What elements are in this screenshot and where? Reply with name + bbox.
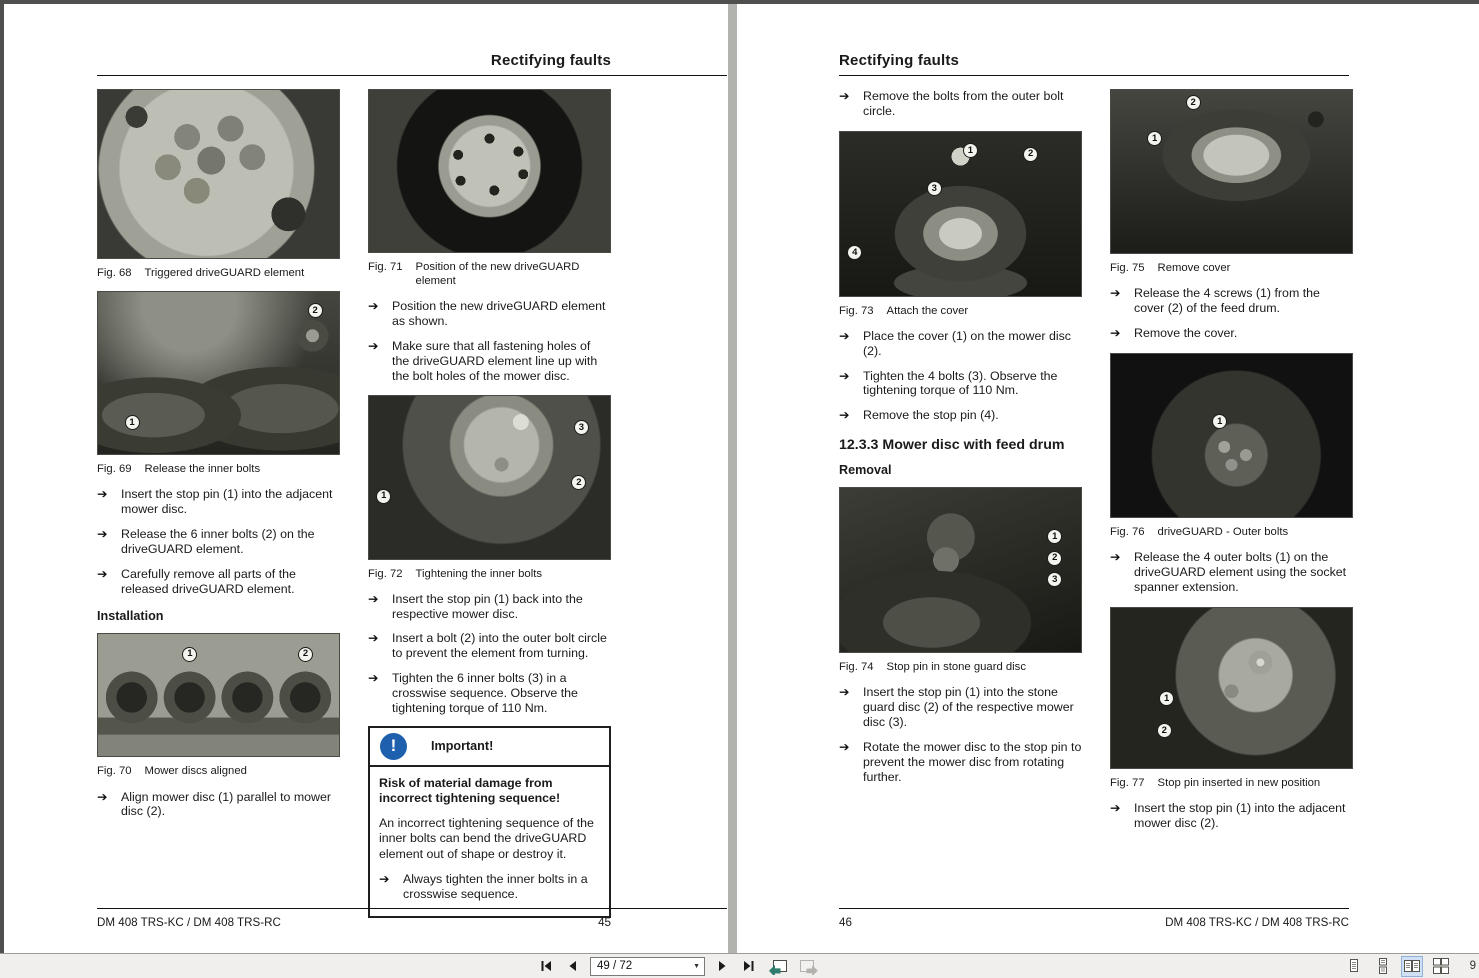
callout-badge: 2 [1186, 95, 1201, 110]
document-page-45 [4, 4, 728, 953]
instruction-step: ➔ Position the new driveGUARD element as shown. [368, 299, 606, 329]
instruction-step: ➔ Release the 4 outer bolts (1) on the driveGUARD element using the socket spanner extension. [1110, 549, 1347, 594]
last-page-button[interactable] [739, 956, 759, 976]
important-warning: Risk of material damage from incorrect tightening sequence! [379, 775, 561, 806]
important-title: Important! [431, 739, 494, 754]
footer-model: DM 408 TRS-KC / DM 408 TRS-RC [1165, 916, 1349, 929]
important-note-box [368, 726, 611, 918]
figure-77 [1110, 607, 1353, 790]
step-arrow-icon: ➔ [839, 368, 850, 383]
next-page-button[interactable] [712, 956, 732, 976]
figure-label: Fig. 68 [97, 267, 132, 279]
running-header: Rectifying faults [839, 52, 960, 69]
step-arrow-icon: ➔ [839, 89, 850, 103]
figure-label: Fig. 72 [368, 567, 403, 580]
figure-label: Fig. 71 [368, 261, 403, 273]
callout-badge: 2 [1023, 147, 1038, 162]
page-footer [839, 908, 1349, 929]
page-footer [97, 908, 727, 929]
callout-badge: 3 [927, 181, 942, 196]
instruction-step: ➔ Remove the cover. [1110, 325, 1238, 340]
figure-73-caption [839, 304, 1082, 318]
callout-badge: 2 [308, 303, 323, 318]
figure-caption-text: Release the inner bolts [144, 463, 261, 476]
instruction-step: ➔ Insert the stop pin (1) into the adjacent mower disc (2). [1110, 800, 1346, 830]
page-number-combobox[interactable] [590, 957, 705, 976]
zoom-level-partial: 9 [1469, 960, 1476, 972]
figure-70-caption [97, 764, 340, 778]
window-border-top [0, 0, 1479, 4]
page-header [97, 4, 728, 76]
figure-75-photo [1110, 89, 1353, 254]
instruction-step: ➔ Insert the stop pin (1) back into the respective mower disc. [368, 591, 583, 621]
instruction-step: ➔ Tighten the 6 inner bolts (3) in a crosswise sequence. Observe the tightening torque of 110 Nm. [368, 671, 578, 715]
figure-76-photo [1110, 353, 1353, 518]
figure-caption-text: Remove cover [1157, 262, 1231, 274]
instruction-step: ➔ Tighten the 4 bolts (3). Observe the tightening torque of 110 Nm. [839, 368, 1058, 398]
figure-label: Fig. 70 [97, 765, 132, 778]
important-note-header [370, 728, 609, 767]
figure-label: Fig. 77 [1110, 776, 1145, 789]
viewer-toolbar [0, 953, 1479, 978]
instruction-step: ➔ Release the 4 screws (1) from the cover (2) of the feed drum. [1110, 286, 1320, 315]
callout-badge: 2 [571, 475, 586, 490]
first-page-button[interactable] [536, 956, 556, 976]
figure-68 [97, 89, 340, 280]
instruction-step: ➔ Place the cover (1) on the mower disc (2). [839, 328, 1071, 358]
callout-badge: 1 [125, 415, 140, 430]
page-number: 46 [839, 916, 852, 929]
facing-pages-layout-button[interactable] [1401, 956, 1423, 977]
removal-heading: Removal [839, 463, 892, 478]
step-arrow-icon: ➔ [839, 685, 850, 700]
callout-badge: 4 [847, 245, 862, 260]
step-arrow-icon: ➔ [97, 526, 108, 541]
callout-badge: 1 [376, 489, 391, 504]
previous-view-button[interactable] [766, 956, 790, 976]
step-arrow-icon: ➔ [1110, 325, 1121, 340]
figure-71-photo [368, 89, 611, 253]
footer-rule [839, 908, 1349, 909]
figure-69-caption [97, 462, 340, 476]
instruction-step: ➔ Insert the stop pin (1) into the adjacent mower disc. [97, 487, 333, 517]
callout-badge: 2 [298, 647, 313, 662]
header-rule [97, 75, 727, 76]
figure-74-photo [839, 487, 1082, 653]
page-number: 45 [598, 916, 611, 929]
footer-model: DM 408 TRS-KC / DM 408 TRS-RC [97, 916, 281, 929]
step-arrow-icon: ➔ [839, 328, 850, 343]
figure-label: Fig. 75 [1110, 262, 1145, 274]
figure-72-photo [368, 395, 611, 560]
figure-76-caption [1110, 525, 1353, 539]
figure-71-caption [368, 260, 611, 288]
step-arrow-icon: ➔ [368, 591, 379, 606]
figure-caption-text: Stop pin inserted in new position [1157, 776, 1321, 789]
instruction-step: ➔ Insert the stop pin (1) into the stone guard disc (2) of the respective mower disc (3). [839, 685, 1074, 730]
section-heading: 12.3.3 Mower disc with feed drum [839, 437, 1065, 454]
page-layout-group [1343, 954, 1476, 978]
figure-75 [1110, 89, 1353, 275]
page-dropdown-caret-icon[interactable]: ▼ [693, 962, 700, 970]
step-arrow-icon: ➔ [97, 487, 108, 502]
figure-72 [368, 395, 611, 581]
callout-badge: 1 [1159, 691, 1174, 706]
callout-badge: 1 [182, 647, 197, 662]
figure-77-caption [1110, 776, 1353, 790]
callout-badge: 2 [1047, 551, 1062, 566]
previous-page-button[interactable] [563, 956, 583, 976]
figure-74 [839, 487, 1082, 674]
step-arrow-icon: ➔ [1110, 549, 1121, 564]
page-number-input[interactable] [597, 960, 689, 972]
figure-69-photo [97, 291, 340, 455]
figure-caption-text: driveGUARD - Outer bolts [1157, 525, 1289, 538]
instruction-step: ➔ Align mower disc (1) parallel to mower disc (2). [97, 789, 332, 819]
instruction-step: ➔ Insert a bolt (2) into the outer bolt circle to prevent the element from turning. [368, 631, 607, 661]
instruction-step: ➔ Make sure that all fastening holes of the driveGUARD element line up with the bolt holes of the mower disc. [368, 338, 598, 383]
page-divider [728, 0, 737, 953]
step-arrow-icon: ➔ [368, 671, 379, 686]
window-border-left [0, 0, 4, 953]
figure-caption-text: Position of the new driveGUARD element [415, 261, 580, 288]
step-arrow-icon: ➔ [97, 789, 108, 804]
document-page-46 [737, 4, 1479, 953]
running-header: Rectifying faults [490, 52, 611, 69]
figure-caption-text: Attach the cover [886, 304, 969, 317]
callout-badge: 1 [1212, 414, 1227, 429]
figure-68-photo [97, 89, 340, 259]
page-header [839, 4, 1479, 76]
figure-caption-text: Stop pin in stone guard disc [886, 661, 1026, 674]
figure-77-photo [1110, 607, 1353, 769]
facing-continuous-layout-button[interactable] [1430, 956, 1452, 977]
important-icon: ! [380, 733, 407, 760]
step-arrow-icon: ➔ [1110, 800, 1121, 815]
step-arrow-icon: ➔ [1110, 286, 1121, 301]
figure-label: Fig. 69 [97, 463, 132, 476]
figure-68-caption [97, 266, 340, 280]
callout-badge: 1 [1047, 529, 1062, 544]
footer-rule [97, 908, 727, 909]
step-arrow-icon: ➔ [368, 631, 379, 646]
figure-74-caption [839, 660, 1082, 674]
important-body: An incorrect tightening sequence of the inner bolts can bend the driveGUARD element out of shape or destroy it. [379, 815, 594, 861]
step-arrow-icon: ➔ [839, 408, 850, 423]
callout-badge: 3 [574, 420, 589, 435]
figure-label: Fig. 73 [839, 304, 874, 317]
instruction-step: ➔ Remove the stop pin (4). [839, 408, 999, 423]
step-arrow-icon: ➔ [839, 740, 850, 755]
callout-badge: 1 [963, 143, 978, 158]
figure-70 [97, 633, 340, 778]
installation-heading: Installation [97, 609, 164, 624]
instruction-step: ➔ Release the 6 inner bolts (2) on the driveGUARD element. [97, 526, 315, 556]
callout-badge: 1 [1147, 131, 1162, 146]
figure-label: Fig. 74 [839, 661, 874, 674]
figure-70-photo [97, 633, 340, 757]
figure-76 [1110, 353, 1353, 539]
instruction-step: ➔ Always tighten the inner bolts in a crosswise sequence. [379, 872, 588, 902]
step-arrow-icon: ➔ [379, 872, 390, 887]
instruction-step: ➔ Carefully remove all parts of the released driveGUARD element. [97, 566, 296, 596]
figure-71 [368, 89, 611, 288]
next-view-button[interactable] [797, 956, 821, 976]
header-rule [839, 75, 1349, 76]
figure-75-caption [1110, 261, 1353, 275]
figure-73-photo [839, 131, 1082, 297]
callout-badge: 2 [1157, 723, 1172, 738]
figure-caption-text: Tightening the inner bolts [415, 567, 542, 580]
figure-72-caption [368, 567, 611, 581]
step-arrow-icon: ➔ [368, 299, 379, 314]
figure-69 [97, 291, 340, 476]
figure-label: Fig. 76 [1110, 525, 1145, 538]
instruction-step: ➔ Rotate the mower disc to the stop pin to prevent the mower disc from rotating further. [839, 740, 1082, 784]
step-arrow-icon: ➔ [97, 566, 108, 581]
instruction-step: ➔ Remove the bolts from the outer bolt circle. [839, 89, 1064, 118]
figure-73 [839, 131, 1082, 318]
continuous-layout-button[interactable] [1372, 956, 1394, 977]
figure-caption-text: Triggered driveGUARD element [144, 267, 305, 279]
figure-caption-text: Mower discs aligned [144, 765, 247, 778]
page-navigation-group [536, 954, 821, 978]
step-arrow-icon: ➔ [368, 338, 379, 353]
callout-badge: 3 [1047, 572, 1062, 587]
single-page-layout-button[interactable] [1343, 956, 1365, 977]
